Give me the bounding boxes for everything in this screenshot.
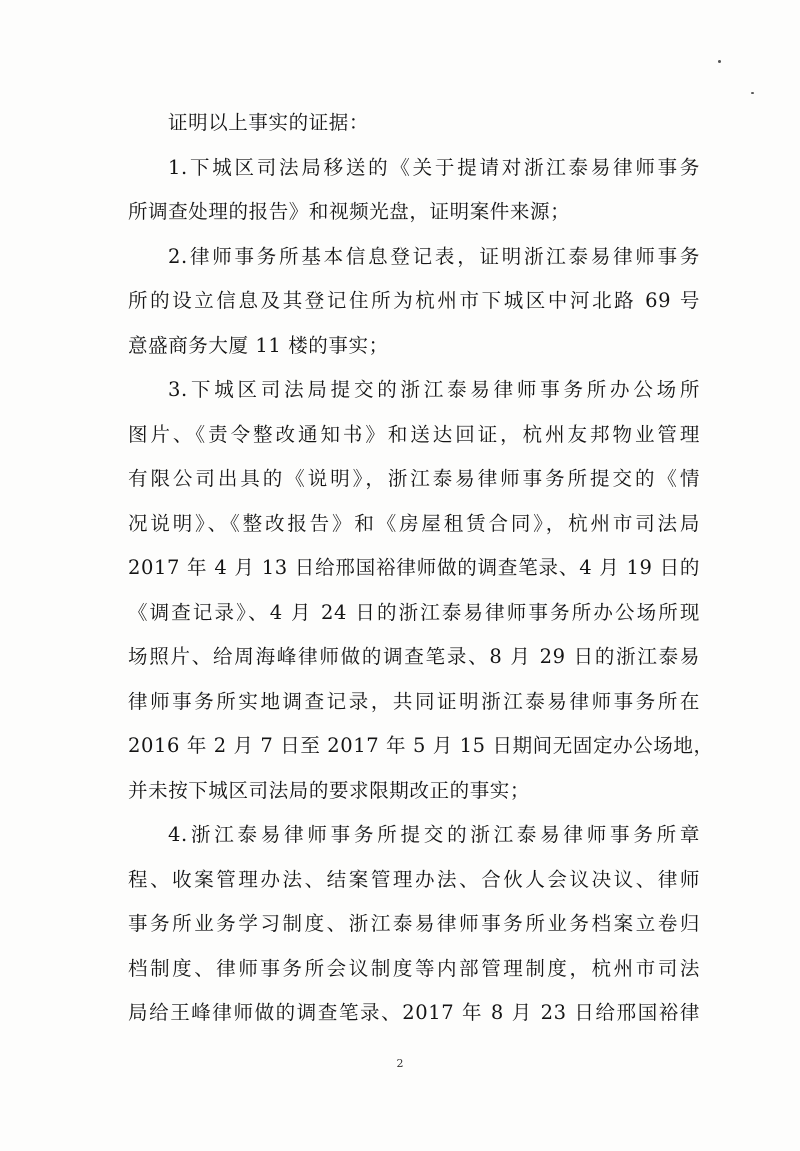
evidence-item-3-line: 图片、《责令整改通知书》和送达回证，杭州友邦物业管理	[128, 422, 700, 446]
evidence-item-3-line: 律师事务所实地调查记录，共同证明浙江泰易律师事务所在	[128, 689, 700, 713]
evidence-item-4-line: 事务所业务学习制度、浙江泰易律师事务所业务档案立卷归	[128, 912, 700, 935]
evidence-item-4-line: 4.浙江泰易律师事务所提交的浙江泰易律师事务所章	[168, 823, 700, 846]
evidence-item-4-line: 程、收案管理办法、结案管理办法、合伙人会议决议、律师	[128, 867, 700, 891]
evidence-item-2-line: 意盛商务大厦 11 楼的事实；	[128, 333, 389, 357]
evidence-item-4-line: 档制度、律师事务所会议制度等内部管理制度，杭州市司法	[128, 956, 700, 980]
evidence-item-1-line: 所调查处理的报告》和视频光盘，证明案件来源；	[128, 200, 571, 223]
evidence-item-3-line: 2017 年 4 月 13 日给邢国裕律师做的调查笔录、4 月 19 日的	[128, 556, 700, 579]
evidence-heading: 证明以上事实的证据：	[168, 111, 370, 134]
evidence-item-3-line: 并未按下城区司法局的要求限期改正的事实；	[128, 778, 531, 802]
evidence-item-3-line: 3.下城区司法局提交的浙江泰易律师事务所办公场所	[168, 378, 700, 401]
document-body	[128, 101, 714, 1036]
evidence-item-2-line: 2.律师事务所基本信息登记表，证明浙江泰易律师事务	[168, 244, 700, 268]
evidence-item-3-line: 况说明》、《整改报告》和《房屋租赁合同》，杭州市司法局	[128, 511, 700, 535]
evidence-item-2-line: 所的设立信息及其登记住所为杭州市下城区中河北路 69 号	[128, 289, 700, 312]
scan-speck	[751, 92, 754, 94]
evidence-item-1-line: 1.下城区司法局移送的《关于提请对浙江泰易律师事务	[168, 155, 700, 179]
evidence-item-4-line: 局给王峰律师做的调查笔录、2017 年 8 月 23 日给邢国裕律	[128, 1001, 700, 1024]
scan-speck	[718, 60, 721, 63]
evidence-item-3-line: 场照片、给周海峰律师做的调查笔录、8 月 29 日的浙江泰易	[128, 645, 700, 668]
evidence-item-3-line: 有限公司出具的《说明》，浙江泰易律师事务所提交的《情	[128, 467, 700, 490]
evidence-item-3-line: 《调查记录》、4 月 24 日的浙江泰易律师事务所办公场所现	[128, 600, 700, 624]
page-number: 2	[396, 1057, 404, 1070]
evidence-item-3-line: 2016 年 2 月 7 日至 2017 年 5 月 15 日期间无固定办公场地，	[128, 734, 714, 757]
